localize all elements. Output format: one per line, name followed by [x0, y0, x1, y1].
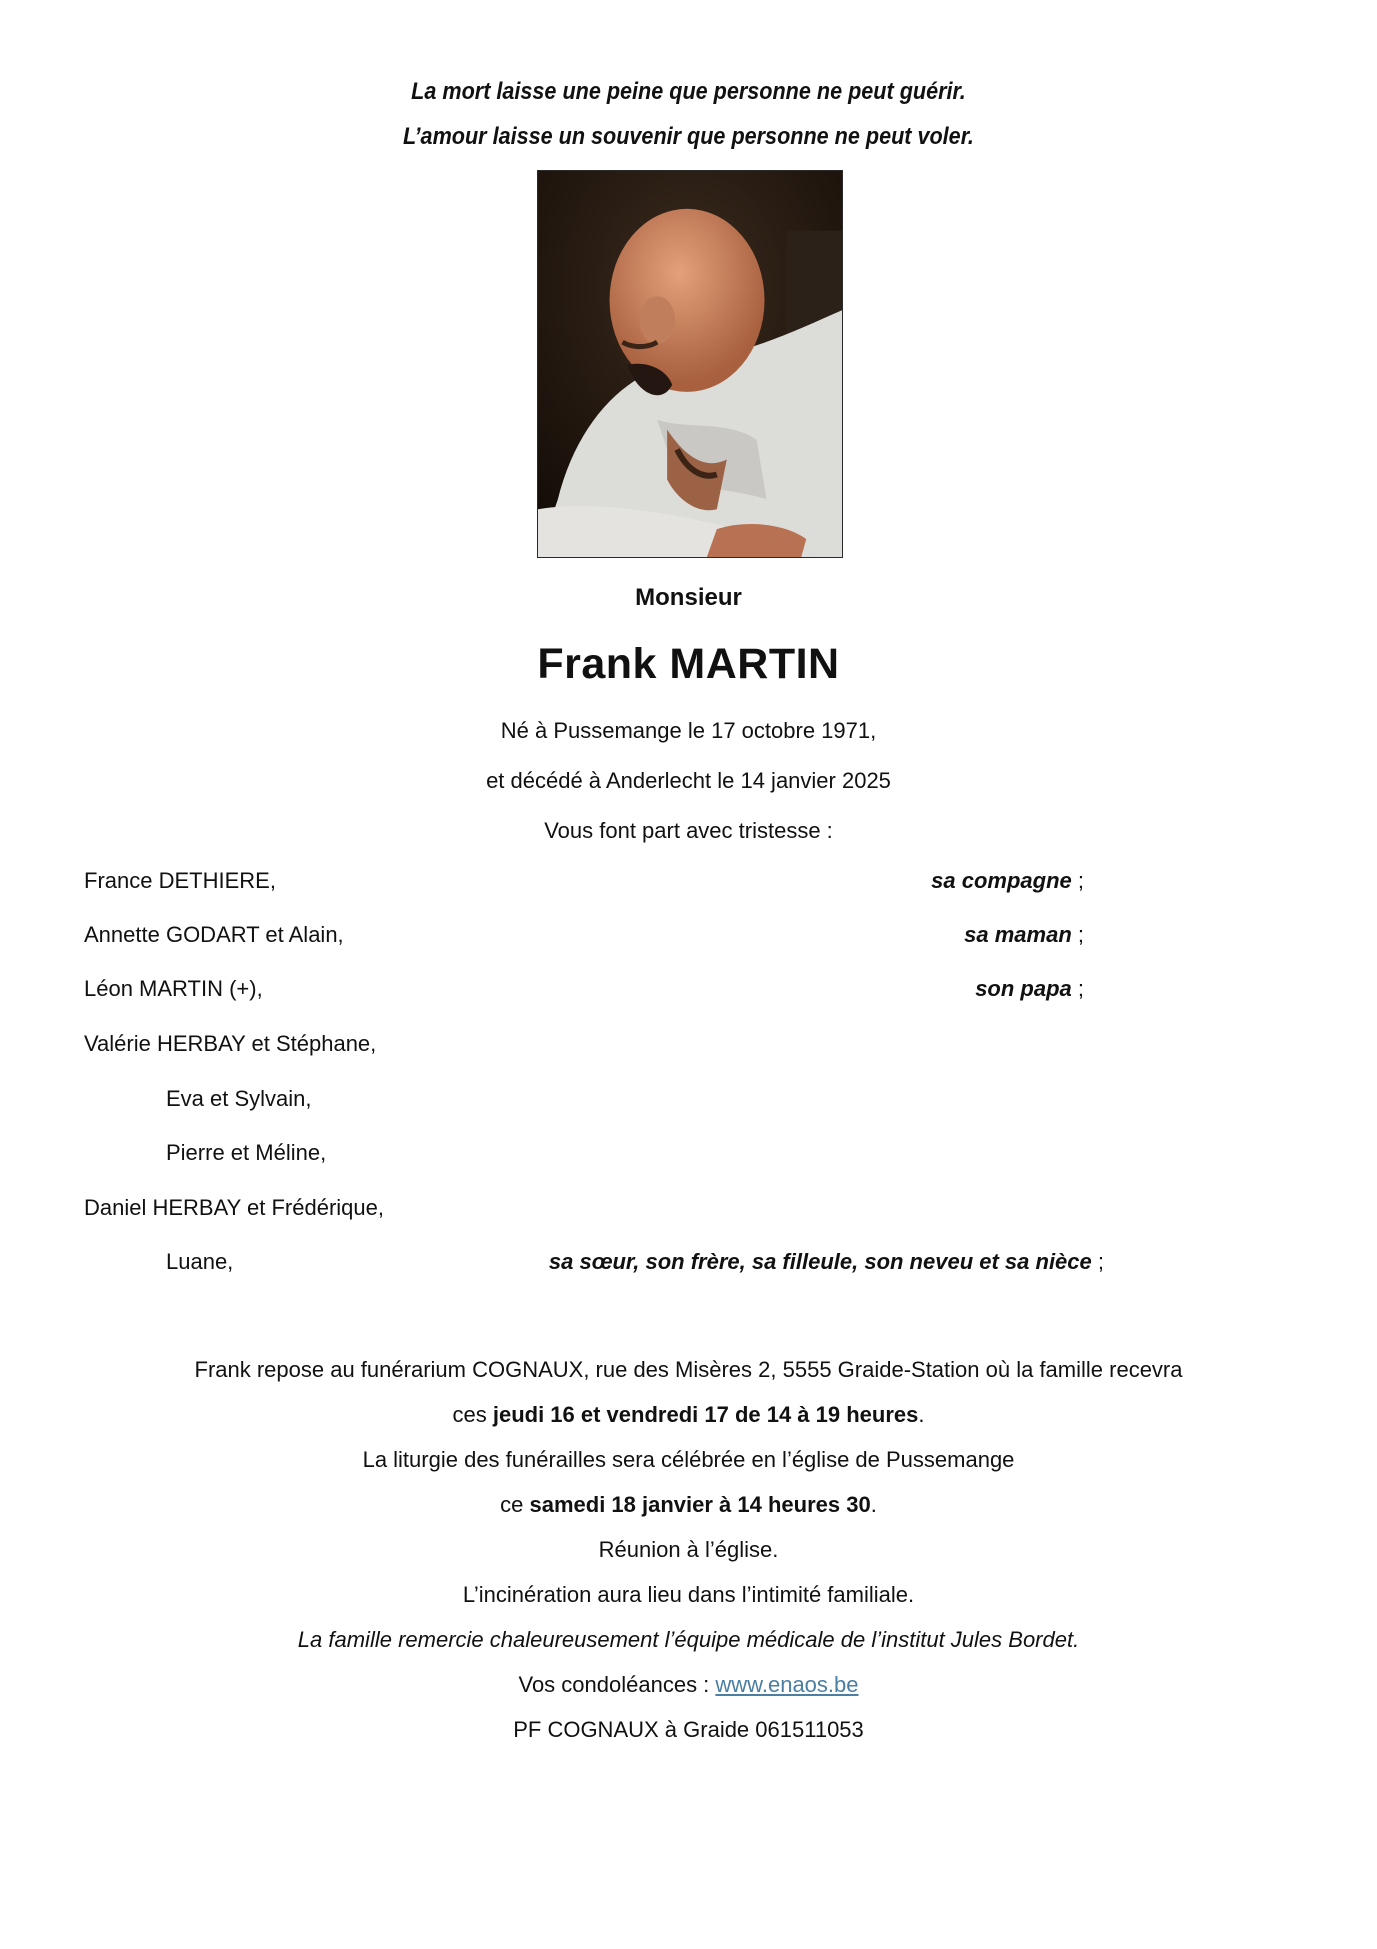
repose-line: Frank repose au funérarium COGNAUX, rue des Misères 2, 5555 Graide-Station où la famille recevra [194, 1357, 1183, 1382]
condolences-link[interactable]: www.enaos.be [715, 1672, 859, 1697]
family-member-name: Luane, [166, 1249, 234, 1274]
family-relation: sa compagne ; [931, 868, 1084, 893]
deceased-name: Frank MARTIN [537, 640, 840, 688]
condolences-line: Vos condoléances : www.enaos.be [518, 1672, 859, 1697]
thanks-line: La famille remercie chaleureusement l’équipe médicale de l’institut Jules Bordet. [297, 1627, 1080, 1652]
family-member-name: Valérie HERBAY et Stéphane, [84, 1031, 377, 1056]
family-relation: son papa ; [975, 976, 1084, 1001]
visit-line: ces jeudi 16 et vendredi 17 de 14 à 19 heures. [452, 1402, 925, 1427]
cremation-line: L’incinération aura lieu dans l’intimité familiale. [462, 1582, 915, 1607]
family-member-name: Pierre et Méline, [166, 1140, 327, 1165]
ceremony-line: ce samedi 18 janvier à 14 heures 30. [500, 1492, 877, 1517]
family-relation: sa sœur, son frère, sa filleule, son neveu et sa nièce ; [548, 1249, 1104, 1274]
family-member-name: Daniel HERBAY et Frédérique, [84, 1195, 384, 1220]
family-member-name: Eva et Sylvain, [166, 1086, 312, 1111]
death-line: et décédé à Anderlecht le 14 janvier 2025 [486, 768, 891, 793]
liturgy-line: La liturgie des funérailles sera célébrée en l’église de Pussemange [362, 1447, 1015, 1472]
epigraph-line-2: L’amour laisse un souvenir que personne ne peut voler. [402, 123, 974, 150]
civility: Monsieur [635, 584, 742, 611]
family-member-name: Léon MARTIN (+), [84, 976, 263, 1001]
family-member-name: Annette GODART et Alain, [84, 922, 344, 947]
family-relation: sa maman ; [964, 922, 1084, 947]
funeral-home-line: PF COGNAUX à Graide 061511053 [513, 1717, 864, 1742]
announcement-line: Vous font part avec tristesse : [544, 818, 833, 843]
family-member-name: France DETHIERE, [84, 868, 276, 893]
birth-line: Né à Pussemange le 17 octobre 1971, [500, 718, 877, 743]
epigraph-line-1: La mort laisse une peine que personne ne peut guérir. [411, 78, 966, 105]
portrait-photo [537, 170, 843, 558]
meeting-line: Réunion à l’église. [598, 1537, 779, 1562]
